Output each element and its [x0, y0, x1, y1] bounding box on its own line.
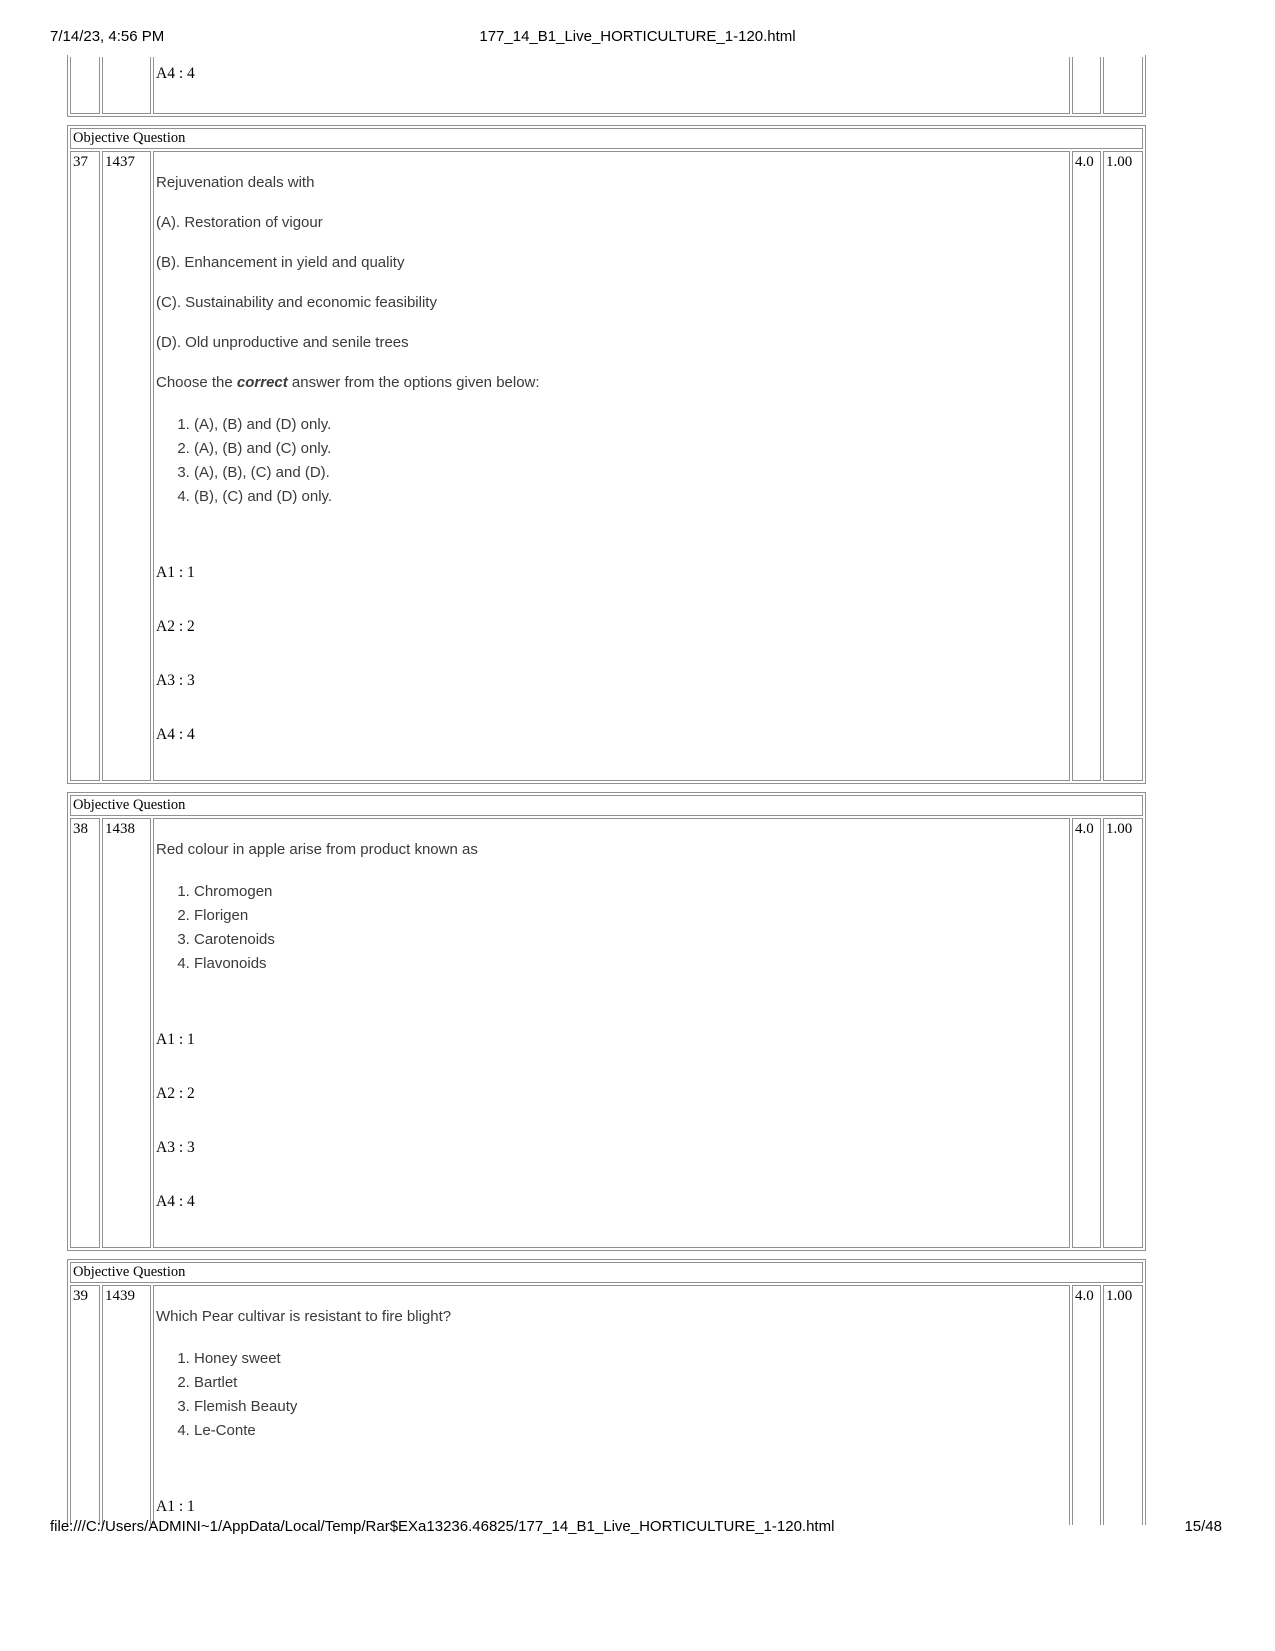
option-item: 3. (A), (B), (C) and (D).	[194, 461, 1067, 485]
question-content-cell	[153, 818, 1070, 1248]
document-body	[67, 55, 1146, 1525]
negative-marks-cell: 1.00	[1103, 151, 1143, 781]
page-footer	[50, 1518, 1222, 1535]
question-id-cell: 1439	[102, 1285, 151, 1525]
question-table	[67, 125, 1146, 784]
objective-question-label: Objective Question	[70, 1262, 1143, 1283]
question-table	[67, 1259, 1146, 1525]
option-item: 2. Bartlet	[194, 1371, 1067, 1395]
answer-line: A4 : 4	[156, 1193, 195, 1210]
answer-line: A1 : 1	[156, 564, 195, 581]
question-content-cell	[153, 151, 1070, 781]
question-table	[67, 792, 1146, 1251]
header-title: 177_14_B1_Live_HORTICULTURE_1-120.html	[479, 28, 796, 45]
negative-marks-cell	[1103, 57, 1143, 114]
option-item: 2. Florigen	[194, 904, 1067, 928]
question-number-cell	[70, 57, 100, 114]
choose-correct-word: correct	[236, 374, 288, 391]
answer-line: A1 : 1	[156, 1031, 195, 1048]
question-table-partial	[67, 55, 1146, 117]
answer-line: A1 : 1	[156, 1498, 195, 1515]
option-item: 2. (A), (B) and (C) only.	[194, 437, 1067, 461]
question-stem: Which Pear cultivar is resistant to fire blight?	[156, 1308, 452, 1325]
option-item: 3. Flemish Beauty	[194, 1395, 1067, 1419]
answer-line: A4 : 4	[156, 726, 195, 743]
question-number-cell: 38	[70, 818, 100, 1248]
page-header	[0, 28, 1275, 45]
statement-b: (B). Enhancement in yield and quality	[156, 254, 405, 271]
options-list	[156, 413, 1067, 529]
choose-prefix: Choose the	[156, 374, 237, 391]
option-item: 4. Le-Conte	[194, 1419, 1067, 1443]
question-id-cell: 1438	[102, 818, 151, 1248]
option-item: 3. Carotenoids	[194, 928, 1067, 952]
marks-cell: 4.0	[1072, 151, 1101, 781]
answer-line: A2 : 2	[156, 1085, 195, 1102]
option-item: 1. Chromogen	[194, 880, 1067, 904]
options-list	[156, 880, 1067, 996]
marks-cell: 4.0	[1072, 1285, 1101, 1525]
option-item: 4. Flavonoids	[194, 952, 1067, 976]
choose-suffix: answer from the options given below:	[287, 374, 540, 391]
statement-a: (A). Restoration of vigour	[156, 214, 323, 231]
negative-marks-cell: 1.00	[1103, 818, 1143, 1248]
options-list	[156, 1347, 1067, 1463]
statement-c: (C). Sustainability and economic feasibility	[156, 294, 437, 311]
header-datetime: 7/14/23, 4:56 PM	[50, 28, 165, 45]
footer-file-path: file:///C:/Users/ADMINI~1/AppData/Local/Temp/Rar$EXa13236.46825/177_14_B1_Live_HORTICULTURE_1-120.html	[50, 1518, 835, 1535]
negative-marks-cell: 1.00	[1103, 1285, 1143, 1525]
question-stem: Red colour in apple arise from product known as	[156, 841, 478, 858]
choose-instruction	[156, 373, 1067, 393]
page-break-clip	[67, 1259, 1146, 1525]
question-id-cell	[102, 57, 151, 114]
question-number-cell: 39	[70, 1285, 100, 1525]
option-item: 1. (A), (B) and (D) only.	[194, 413, 1067, 437]
question-content-cell	[153, 57, 1070, 114]
footer-page-number: 15/48	[1184, 1518, 1222, 1535]
option-item: 4. (B), (C) and (D) only.	[194, 485, 1067, 509]
objective-question-label: Objective Question	[70, 128, 1143, 149]
marks-cell: 4.0	[1072, 818, 1101, 1248]
statement-d: (D). Old unproductive and senile trees	[156, 334, 409, 351]
question-content-cell	[153, 1285, 1070, 1525]
question-stem: Rejuvenation deals with	[156, 174, 315, 191]
marks-cell	[1072, 57, 1101, 114]
objective-question-label: Objective Question	[70, 795, 1143, 816]
question-id-cell: 1437	[102, 151, 151, 781]
answer-line: A3 : 3	[156, 1139, 195, 1156]
answer-line: A4 : 4	[156, 65, 195, 82]
question-number-cell: 37	[70, 151, 100, 781]
option-item: 1. Honey sweet	[194, 1347, 1067, 1371]
answer-line: A2 : 2	[156, 618, 195, 635]
answer-line: A3 : 3	[156, 672, 195, 689]
